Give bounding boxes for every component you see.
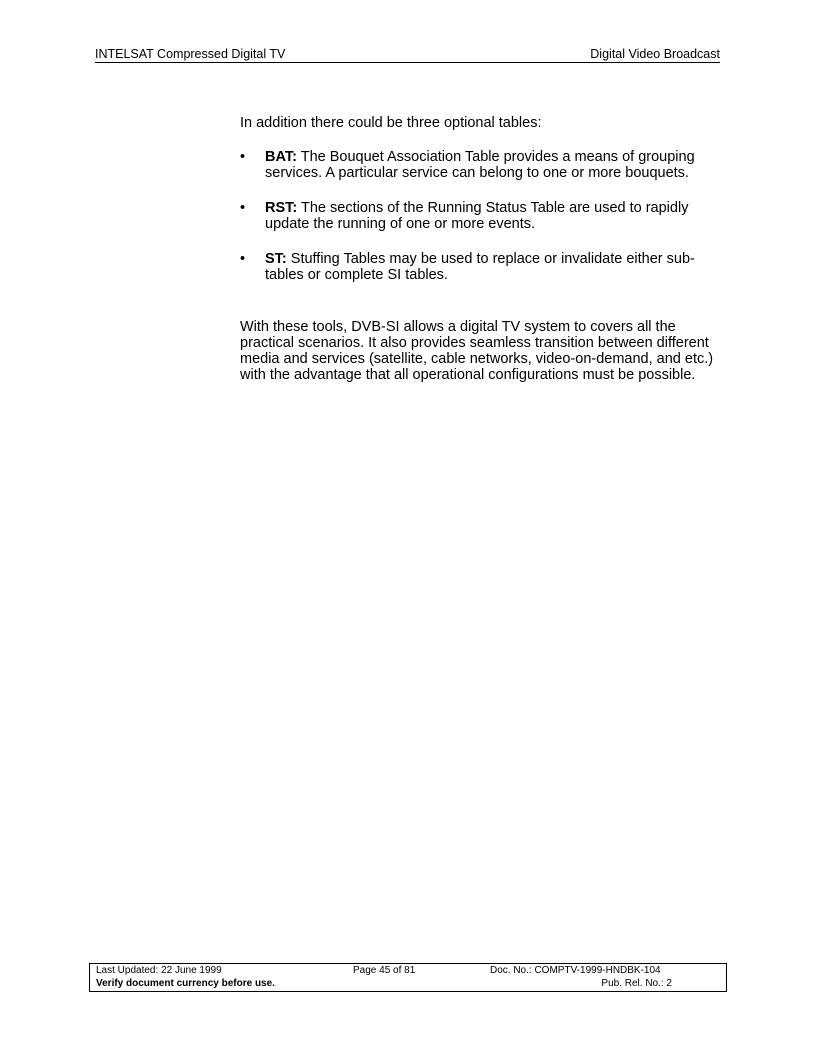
bullet-term: RST: xyxy=(265,200,298,216)
verify-notice: Verify document currency before use. xyxy=(96,978,275,989)
bullet-icon: • xyxy=(240,251,246,267)
last-updated: Last Updated: 22 June 1999 xyxy=(96,965,222,976)
header-section: Digital Video Broadcast xyxy=(590,47,720,61)
bullet-icon: • xyxy=(240,149,246,165)
closing-paragraph: With these tools, DVB-SI allows a digital TV system to covers all the practical scenarios. It also provides seamless transition between different media and services (satellite, cable networks, video-on-demand, and etc.) with the advantage that all operational configurations must be possible. xyxy=(240,319,714,383)
page-number: Page 45 of 81 xyxy=(353,965,416,976)
bullet-text: The sections of the Running Status Table are used to rapidly update the running of one or more events. xyxy=(265,200,689,232)
body-text xyxy=(240,115,722,383)
bullet-term: BAT: xyxy=(265,149,297,165)
header-title: INTELSAT Compressed Digital TV xyxy=(95,47,286,61)
bullet-icon: • xyxy=(240,200,246,216)
pub-rel-number: Pub. Rel. No.: 2 xyxy=(601,978,672,989)
doc-number: Doc. No.: COMPTV-1999-HNDBK-104 xyxy=(490,965,661,976)
intro-paragraph: In addition there could be three optional tables: xyxy=(240,115,542,131)
bullet-text: The Bouquet Association Table provides a means of grouping services. A particular service can belong to one or more bouquets. xyxy=(265,149,695,181)
bullet-rst xyxy=(240,200,722,232)
bullet-bat xyxy=(240,149,722,181)
bullet-term: ST: xyxy=(265,251,287,267)
page-footer xyxy=(89,963,727,992)
page-header xyxy=(95,47,720,63)
bullet-st xyxy=(240,251,722,283)
bullet-text: Stuffing Tables may be used to replace or invalidate either sub-tables or complete SI tables. xyxy=(265,251,695,283)
